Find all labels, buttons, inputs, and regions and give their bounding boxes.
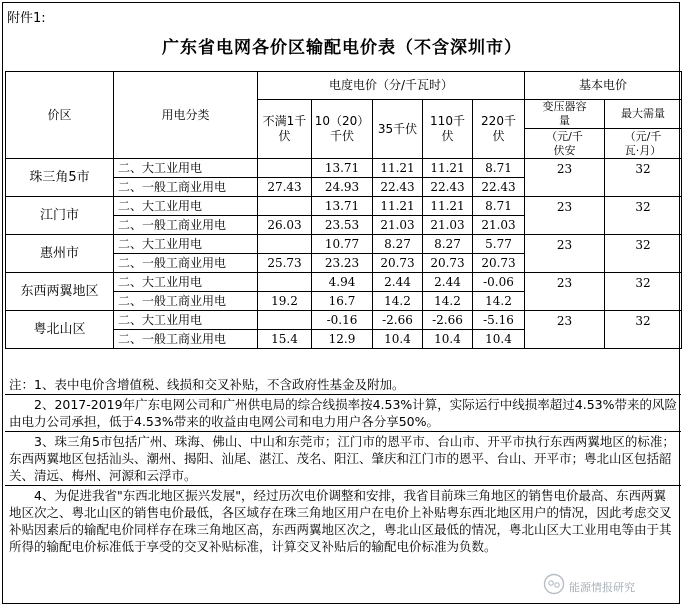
price-35kv: 20.73	[373, 254, 423, 273]
note-2: 2、2017-2019年广东电网公司和广州供电局的综合线损率按4.53%计算，实际运行中线损率超过4.53%带来的风险由电力公司承担，低于4.53%带来的收益由电网公司和电力用户各分享50%。	[5, 395, 681, 432]
header-transformer-unit: （元/千 伏安	[525, 129, 605, 159]
price-max-demand: 32	[605, 235, 682, 273]
price-lt1kv	[258, 311, 312, 330]
price-110kv: 20.73	[423, 254, 473, 273]
price-lt1kv: 26.03	[258, 216, 312, 235]
region-name: 东西两翼地区	[6, 273, 114, 311]
category-cell: 二、一般工商业用电	[114, 330, 258, 349]
price-220kv: 8.71	[473, 197, 525, 216]
price-transformer: 23	[525, 197, 605, 235]
price-35kv: 8.27	[373, 235, 423, 254]
price-lt1kv: 19.2	[258, 292, 312, 311]
document-title: 广东省电网各价区输配电价表（不含深圳市）	[162, 38, 522, 58]
price-220kv: 10.4	[473, 330, 525, 349]
price-lt1kv	[258, 235, 312, 254]
category-cell: 二、大工业用电	[114, 159, 258, 178]
header-110kv: 110千 伏	[423, 100, 473, 159]
header-region: 价区	[6, 72, 114, 159]
price-110kv: 11.21	[423, 159, 473, 178]
table-row	[6, 311, 682, 330]
price-220kv: 20.73	[473, 254, 525, 273]
region-name: 珠三角5市	[6, 159, 114, 197]
region-name: 惠州市	[6, 235, 114, 273]
wechat-logo-icon	[543, 573, 565, 595]
note-4: 4、为促进我省"东西北地区振兴发展"，经过历次电价调整和安排，我省目前珠三角地区的销售电价最高、东西两翼地区次之、粤北山区的销售电价最低，各区域存在珠三角地区用户在电价上补贴粤东西北地区用户的情况，因此考虑交叉补贴因素后的输配电价同样存在珠三角地区高，东西两翼地区次之，粤北山区最低的情况，粤北山区大工业用电等由于其所得的输配电价标准低于享受的交叉补贴标准，计算交叉补贴后的输配电价标准为负数。	[9, 488, 672, 554]
price-10kv: 12.9	[312, 330, 373, 349]
price-35kv: 10.4	[373, 330, 423, 349]
header-lt1kv: 不满1千伏	[258, 100, 312, 159]
document-sheet	[2, 2, 680, 604]
price-110kv: 11.21	[423, 197, 473, 216]
price-110kv: -2.66	[423, 311, 473, 330]
price-110kv: 21.03	[423, 216, 473, 235]
note-3: 3、珠三角5市包括广州、珠海、佛山、中山和东莞市；江门市的恩平市、台山市、开平市执行东西两翼地区的标准；东西两翼地区包括汕头、潮州、揭阳、汕尾、湛江、茂名、阳江、肇庆和江门市的恩平、台山、开平市；粤北山区包括韶关、清远、梅州、河源和云浮市。	[5, 432, 681, 486]
category-cell: 二、一般工商业用电	[114, 254, 258, 273]
price-lt1kv: 25.73	[258, 254, 312, 273]
price-10kv: 16.7	[312, 292, 373, 311]
price-10kv: 13.71	[312, 159, 373, 178]
watermark-text: 能源情报研究	[569, 581, 635, 594]
price-transformer: 23	[525, 159, 605, 197]
price-10kv: 24.93	[312, 178, 373, 197]
price-transformer: 23	[525, 273, 605, 311]
header-category: 用电分类	[114, 72, 258, 159]
table-row	[6, 235, 682, 254]
table-row	[6, 197, 682, 216]
category-cell: 二、大工业用电	[114, 311, 258, 330]
header-max-demand: 最大需量	[605, 100, 682, 129]
price-110kv: 14.2	[423, 292, 473, 311]
price-35kv: 21.03	[373, 216, 423, 235]
price-lt1kv	[258, 159, 312, 178]
price-max-demand: 32	[605, 273, 682, 311]
price-lt1kv: 15.4	[258, 330, 312, 349]
price-35kv: 14.2	[373, 292, 423, 311]
price-max-demand: 32	[605, 311, 682, 349]
price-table	[5, 71, 682, 349]
price-110kv: 10.4	[423, 330, 473, 349]
category-cell: 二、大工业用电	[114, 235, 258, 254]
header-220kv: 220千 伏	[473, 100, 525, 159]
region-name: 粤北山区	[6, 311, 114, 349]
price-110kv: 22.43	[423, 178, 473, 197]
price-220kv: 22.43	[473, 178, 525, 197]
price-220kv: 5.77	[473, 235, 525, 254]
price-10kv: 4.94	[312, 273, 373, 292]
category-cell: 二、一般工商业用电	[114, 216, 258, 235]
price-max-demand: 32	[605, 159, 682, 197]
price-110kv: 8.27	[423, 235, 473, 254]
table-row	[6, 273, 682, 292]
price-35kv: 2.44	[373, 273, 423, 292]
price-220kv: 21.03	[473, 216, 525, 235]
price-110kv: 2.44	[423, 273, 473, 292]
table-row	[6, 159, 682, 178]
price-220kv: -5.16	[473, 311, 525, 330]
price-10kv: 23.23	[312, 254, 373, 273]
header-max-demand-unit: （元/千 瓦·月）	[605, 129, 682, 159]
note-1: 注：1、表中电价含增值税、线损和交叉补贴，不含政府性基金及附加。	[5, 375, 681, 395]
price-lt1kv	[258, 197, 312, 216]
price-10kv: 13.71	[312, 197, 373, 216]
price-lt1kv	[258, 273, 312, 292]
price-35kv: 11.21	[373, 159, 423, 178]
header-transformer: 变压器容 量	[525, 100, 605, 129]
category-cell: 二、大工业用电	[114, 273, 258, 292]
attachment-label: 附件1:	[7, 11, 46, 26]
price-max-demand: 32	[605, 197, 682, 235]
category-cell: 二、大工业用电	[114, 197, 258, 216]
price-lt1kv: 27.43	[258, 178, 312, 197]
price-10kv: 23.53	[312, 216, 373, 235]
header-35kv: 35千伏	[373, 100, 423, 159]
price-35kv: 22.43	[373, 178, 423, 197]
category-cell: 二、一般工商业用电	[114, 178, 258, 197]
price-35kv: 11.21	[373, 197, 423, 216]
price-220kv: 14.2	[473, 292, 525, 311]
header-basic-price: 基本电价	[525, 72, 682, 100]
category-cell: 二、一般工商业用电	[114, 292, 258, 311]
price-10kv: -0.16	[312, 311, 373, 330]
header-energy-price: 电度电价（分/千瓦时）	[258, 72, 525, 100]
header-10kv: 10（20） 千伏	[312, 100, 373, 159]
price-35kv: -2.66	[373, 311, 423, 330]
region-name: 江门市	[6, 197, 114, 235]
price-10kv: 10.77	[312, 235, 373, 254]
price-transformer: 23	[525, 311, 605, 349]
price-220kv: -0.06	[473, 273, 525, 292]
price-transformer: 23	[525, 235, 605, 273]
price-220kv: 8.71	[473, 159, 525, 178]
price-table-body	[6, 159, 682, 349]
notes-section	[5, 375, 681, 556]
